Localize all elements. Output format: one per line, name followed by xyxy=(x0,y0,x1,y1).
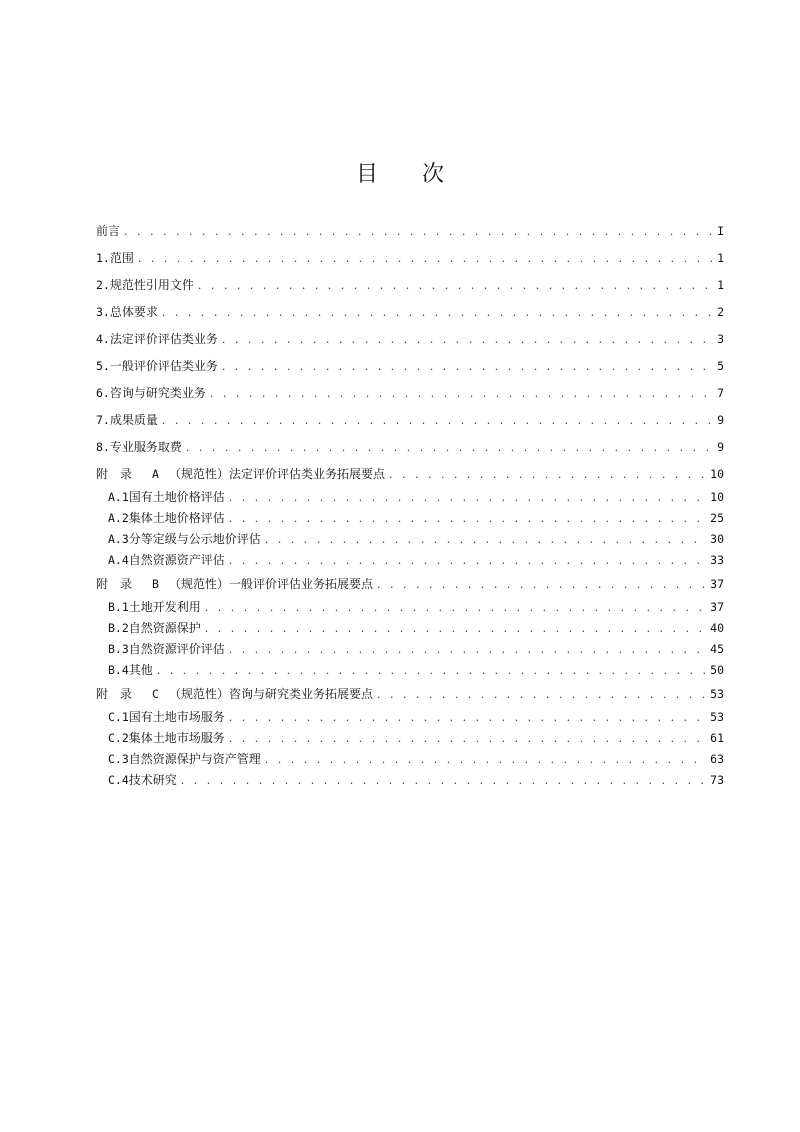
dot-leader xyxy=(157,660,706,681)
toc-entry-c3[interactable] xyxy=(96,749,724,770)
dot-leader xyxy=(162,299,713,326)
toc-entry-2[interactable] xyxy=(96,272,724,299)
toc-entry-number: 5. xyxy=(96,359,110,373)
toc-entry-number: B.3 xyxy=(108,642,129,656)
toc-entry-page: 7 xyxy=(717,386,724,400)
dot-leader xyxy=(389,462,706,488)
toc-entry-1[interactable] xyxy=(96,245,724,272)
toc-entry-8[interactable] xyxy=(96,434,724,461)
title-char-2: 次 xyxy=(422,162,489,187)
toc-entry-label: 集体土地市场服务 xyxy=(128,731,225,745)
toc-entry-label: 自然资源评价评估 xyxy=(128,642,225,656)
toc-entry-label: 总体要求 xyxy=(109,305,158,319)
toc-entry-number: A.3 xyxy=(108,532,129,546)
toc-entry-label: 国有土地价格评估 xyxy=(128,490,225,504)
dot-leader xyxy=(162,407,713,434)
dot-leader xyxy=(229,508,706,529)
toc-entry-number: A.4 xyxy=(108,553,129,567)
toc-entry-label: （规范性）法定评价评估类业务拓展要点 xyxy=(168,467,385,481)
toc-entry-label: 自然资源资产评估 xyxy=(128,553,225,567)
appendix-letter: A xyxy=(152,467,159,481)
toc-entry-c1[interactable] xyxy=(96,707,724,728)
toc-entry-c2[interactable] xyxy=(96,728,724,749)
toc-entry-number: 1. xyxy=(96,251,110,265)
dot-leader xyxy=(229,639,706,660)
toc-entry-page: 45 xyxy=(710,642,724,656)
toc-entry-3[interactable] xyxy=(96,299,724,326)
toc-entry-7[interactable] xyxy=(96,407,724,434)
appendix-prefix: 附录 xyxy=(96,467,145,481)
toc-entry-4[interactable] xyxy=(96,326,724,353)
dot-leader xyxy=(377,572,706,598)
toc-entry-number: C.4 xyxy=(108,773,129,787)
toc-entry-b4[interactable] xyxy=(96,660,724,681)
appendix-prefix: 附录 xyxy=(96,687,145,701)
dot-leader xyxy=(265,749,706,770)
toc-entry-label: 咨询与研究类业务 xyxy=(109,386,206,400)
toc-entry-5[interactable] xyxy=(96,353,724,380)
toc-entry-label: 法定评价评估类业务 xyxy=(109,332,218,346)
toc-entry-label: 范围 xyxy=(109,251,134,265)
toc-entry-a2[interactable] xyxy=(96,508,724,529)
toc-entry-label: 国有土地市场服务 xyxy=(128,710,225,724)
toc-entry-label: 技术研究 xyxy=(128,773,177,787)
toc-entry-page: 10 xyxy=(710,467,724,481)
toc-entry-c4[interactable] xyxy=(96,770,724,791)
toc-entry-label: 其他 xyxy=(128,663,153,677)
toc-entry-label: 成果质量 xyxy=(109,413,158,427)
toc-entry-label: 前言 xyxy=(96,224,121,238)
appendix-prefix: 附录 xyxy=(96,577,145,591)
toc-entry-label: 专业服务取费 xyxy=(109,440,182,454)
toc-entry-label: 自然资源保护与资产管理 xyxy=(128,752,261,766)
toc-entry-page: 50 xyxy=(710,663,724,677)
toc-entry-page: 25 xyxy=(710,511,724,525)
toc-entry-page: 53 xyxy=(710,710,724,724)
toc-entry-page: 9 xyxy=(717,413,724,427)
toc-entry-b2[interactable] xyxy=(96,618,724,639)
toc-entry-number: C.1 xyxy=(108,710,129,724)
page-title xyxy=(0,160,800,190)
toc-entry-page: 61 xyxy=(710,731,724,745)
toc-entry-number: 6. xyxy=(96,386,110,400)
dot-leader xyxy=(229,728,706,749)
toc-entry-a4[interactable] xyxy=(96,550,724,571)
dot-leader xyxy=(186,434,713,461)
toc-entry-number: 4. xyxy=(96,332,110,346)
toc-entry-page: 1 xyxy=(717,251,724,265)
toc-entry-page: 37 xyxy=(710,577,724,591)
toc-entry-page: 30 xyxy=(710,532,724,546)
toc-entry-label: （规范性）一般评价评估业务拓展要点 xyxy=(168,577,373,591)
toc-entry-label: 土地开发利用 xyxy=(128,600,201,614)
toc-entry-foreword[interactable] xyxy=(96,218,724,245)
table-of-contents xyxy=(96,218,724,791)
toc-entry-b3[interactable] xyxy=(96,639,724,660)
dot-leader xyxy=(198,272,713,299)
toc-entry-page: 3 xyxy=(717,332,724,346)
toc-entry-page: 9 xyxy=(717,440,724,454)
toc-entry-label: 规范性引用文件 xyxy=(109,278,194,292)
toc-entry-number: 7. xyxy=(96,413,110,427)
toc-entry-a3[interactable] xyxy=(96,529,724,550)
toc-entry-page: 37 xyxy=(710,600,724,614)
toc-entry-page: 33 xyxy=(710,553,724,567)
toc-entry-6[interactable] xyxy=(96,380,724,407)
toc-entry-number: B.4 xyxy=(108,663,129,677)
toc-appendix-b[interactable] xyxy=(96,571,724,597)
toc-entry-number: C.3 xyxy=(108,752,129,766)
toc-appendix-a[interactable] xyxy=(96,461,724,487)
toc-entry-page: 1 xyxy=(717,278,724,292)
dot-leader xyxy=(124,218,713,245)
dot-leader xyxy=(205,597,706,618)
dot-leader xyxy=(222,326,713,353)
dot-leader xyxy=(181,770,706,791)
toc-entry-page: 2 xyxy=(717,305,724,319)
toc-entry-number: 2. xyxy=(96,278,110,292)
dot-leader xyxy=(205,618,706,639)
title-char-1: 目 xyxy=(355,162,422,187)
dot-leader xyxy=(377,682,706,708)
toc-entry-page: 5 xyxy=(717,359,724,373)
appendix-letter: C xyxy=(152,687,159,701)
toc-entry-number: B.2 xyxy=(108,621,129,635)
toc-entry-page: 53 xyxy=(710,687,724,701)
toc-entry-b1[interactable] xyxy=(96,597,724,618)
toc-entry-number: C.2 xyxy=(108,731,129,745)
toc-entry-page: 10 xyxy=(710,490,724,504)
toc-entry-label: 一般评价评估类业务 xyxy=(109,359,218,373)
toc-appendix-c[interactable] xyxy=(96,681,724,707)
dot-leader xyxy=(222,353,713,380)
dot-leader xyxy=(265,529,706,550)
toc-entry-number: B.1 xyxy=(108,600,129,614)
dot-leader xyxy=(229,487,706,508)
toc-entry-number: A.2 xyxy=(108,511,129,525)
toc-entry-a1[interactable] xyxy=(96,487,724,508)
toc-entry-page: I xyxy=(717,224,724,238)
dot-leader xyxy=(138,245,713,272)
toc-entry-page: 40 xyxy=(710,621,724,635)
toc-entry-number: 8. xyxy=(96,440,110,454)
toc-entry-label: 集体土地价格评估 xyxy=(128,511,225,525)
toc-entry-label: （规范性）咨询与研究类业务拓展要点 xyxy=(168,687,373,701)
toc-entry-number: 3. xyxy=(96,305,110,319)
appendix-letter: B xyxy=(152,577,159,591)
dot-leader xyxy=(210,380,713,407)
toc-entry-number: A.1 xyxy=(108,490,129,504)
toc-entry-page: 63 xyxy=(710,752,724,766)
toc-entry-page: 73 xyxy=(710,773,724,787)
toc-entry-label: 自然资源保护 xyxy=(128,621,201,635)
toc-entry-label: 分等定级与公示地价评估 xyxy=(128,532,261,546)
dot-leader xyxy=(229,550,706,571)
dot-leader xyxy=(229,707,706,728)
